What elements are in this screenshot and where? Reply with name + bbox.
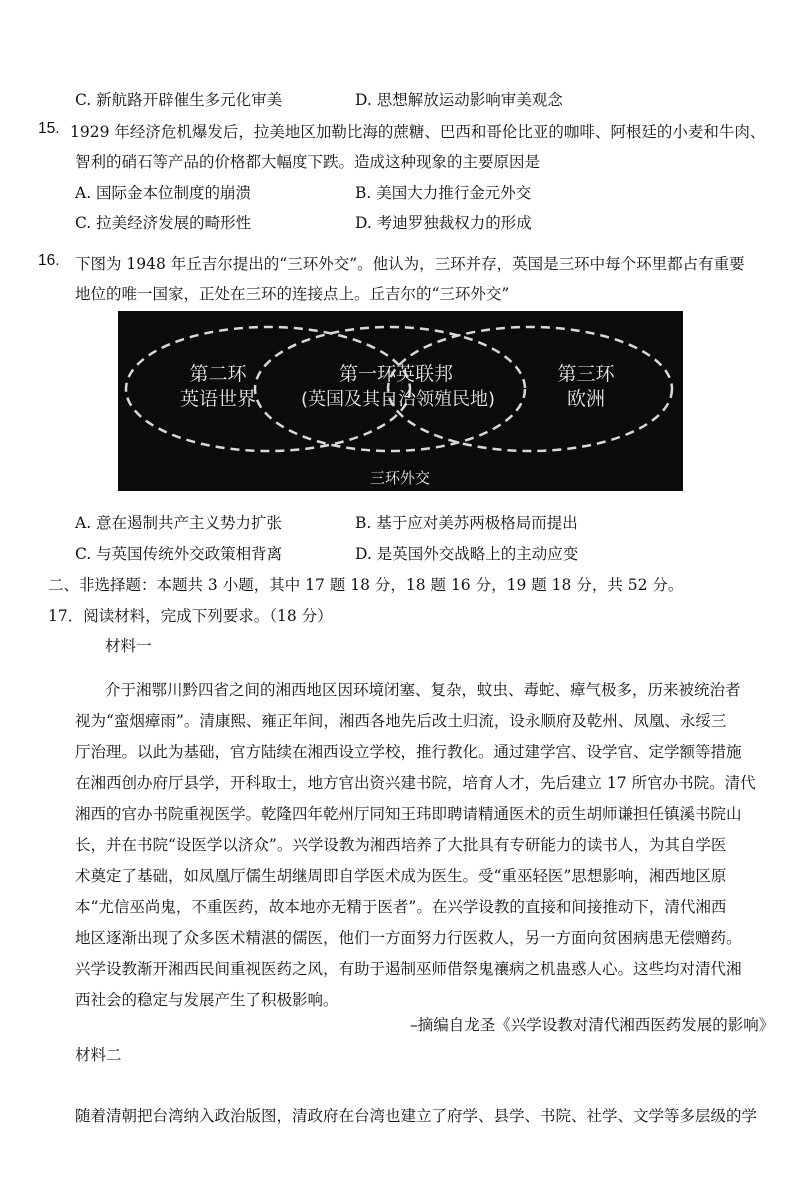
q15-option-c: C. 拉美经济发展的畸形性 (75, 214, 252, 232)
material1-line: 兴学设教渐开湘西民间重视医药之风，有助于遏制巫师借祭鬼禳病之机蛊惑人心。这些均对清代湘 (75, 960, 742, 978)
left-ring-label-1: 第二环 (189, 363, 247, 385)
q16-stem-line2: 地位的唯一国家，正处在三环的连接点上。丘吉尔的“三环外交” (75, 285, 510, 303)
material1-line: 湘西的官办书院重视医学。乾隆四年乾州厅同知王玮即聘请精通医术的贡生胡师谦担任镇溪书院山 (75, 805, 742, 823)
left-ring-label-2: 英语世界 (179, 388, 257, 410)
q16-number: 16. (38, 252, 60, 269)
q15-stem-line1: 1929 年经济危机爆发后，拉美地区加勒比海的蔗糖、巴西和哥伦比亚的咖啡、阿根廷的小麦和牛肉、 (70, 123, 766, 141)
material1-line: 西社会的稳定与发展产生了积极影响。 (75, 991, 339, 1009)
diagram-caption: 三环外交 (369, 469, 431, 487)
q16-stem-line1: 下图为 1948 年丘吉尔提出的“三环外交”。他认为，三环并存，英国是三环中每个环里都占有重要 (75, 255, 745, 273)
q15-number: 15. (38, 120, 60, 137)
material1-line: 在湘西创办府厅县学，开科取士，地方官出资兴建书院，培育人才，先后建立 17 所官办书院。清代 (75, 774, 756, 792)
three-circles-diagram (118, 311, 683, 491)
material2-label: 材料二 (75, 1046, 122, 1064)
material1-label: 材料一 (105, 637, 152, 655)
right-ring-label-2: 欧洲 (566, 388, 606, 410)
q16-option-b: B. 基于应对美苏两极格局而提出 (355, 514, 578, 532)
material1-line: 本“尤信巫尚鬼，不重医药，故本地亦无精于医者”。在兴学设教的直接和间接推动下，清代湘西 (75, 898, 727, 916)
q16-option-c: C. 与英国传统外交政策相背离 (75, 545, 283, 563)
q14-option-d: D. 思想解放运动影响审美观念 (355, 91, 563, 109)
material2-line1: 随着清朝把台湾纳入政治版图，清政府在台湾也建立了府学、县学、书院、社学、文学等多层级的学 (75, 1107, 758, 1125)
q16-option-d: D. 是英国外交战略上的主动应变 (355, 545, 579, 563)
material1-line: 术奠定了基础，如凤凰厅儒生胡继周即自学医术成为医生。受“重巫轻医”思想影响，湘西地区原 (75, 867, 727, 885)
q14-option-c: C. 新航路开辟催生多元化审美 (75, 91, 283, 109)
material1-body (75, 675, 765, 1016)
q16-option-a: A. 意在遏制共产主义势力扩张 (75, 514, 283, 532)
material1-line: 地区逐渐出现了众多医术精湛的儒医，他们一方面努力行医救人，另一方面向贫困病患无偿赠药。 (75, 929, 742, 947)
material1-line: 介于湘鄂川黔四省之间的湘西地区因环境闭塞、复杂，蚊虫、毒蛇、瘴气极多，历来被统治者 (105, 681, 741, 699)
right-ring-label-1: 第三环 (557, 363, 615, 385)
q15-option-b: B. 美国大力推行金元外交 (355, 184, 532, 202)
material1-line: 长，并在书院“设医学以济众”。兴学设教为湘西培养了大批具有专研能力的读书人，为其自学医 (75, 836, 727, 854)
q15-stem-line2: 智利的硝石等产品的价格都大幅度下跌。造成这种现象的主要原因是 (75, 153, 541, 171)
section2-heading: 二、非选择题：本题共 3 小题，其中 17 题 18 分，18 题 16 分，19 题 18 分，共 52 分。 (48, 576, 684, 594)
center-ring-label-2: (英国及其自治领殖民地) (300, 389, 496, 410)
material1-line: 视为“蛮烟瘴雨”。清康熙、雍正年间，湘西各地先后改土归流，设永顺府及乾州、凤凰、永绥三 (75, 712, 727, 730)
q15-option-d: D. 考迪罗独裁权力的形成 (355, 214, 532, 232)
material1-line: 厅治理。以此为基础，官方陆续在湘西设立学校，推行教化。通过建学宫、设学官、定学额等措施 (75, 743, 742, 761)
material1-source: –摘编自龙圣《兴学设教对清代湘西医药发展的影响》 (410, 1016, 775, 1034)
q15-option-a: A. 国际金本位制度的崩溃 (75, 184, 252, 202)
q17-title: 17．阅读材料，完成下列要求。（18 分） (48, 607, 333, 625)
center-ring-label-1: 第一环英联邦 (338, 363, 454, 385)
